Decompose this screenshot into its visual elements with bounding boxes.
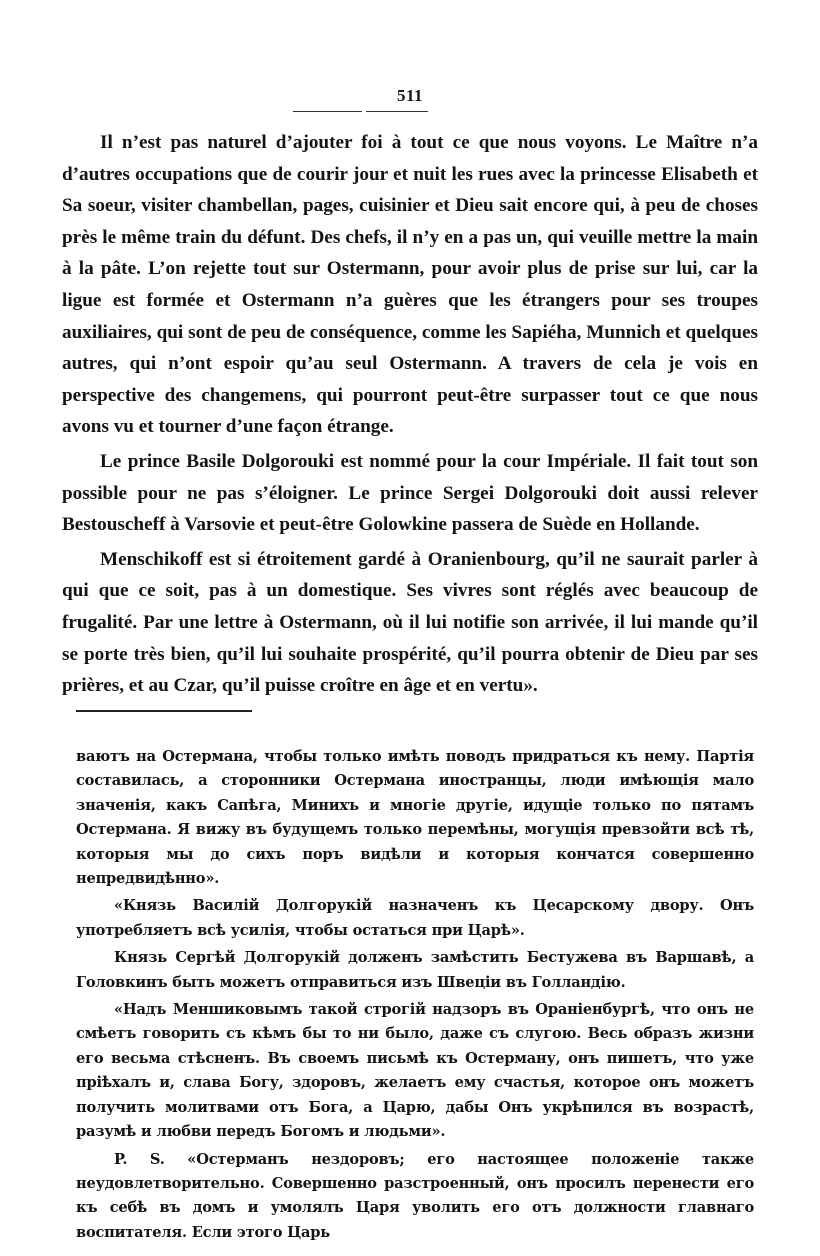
main-paragraph: Le prince Basile Dolgorouki est nommé pour la cour Impériale. Il fait tout son possible pour ne pas s’éloigner. Le prince Sergei Dolgorouki doit aussi relever Bestouscheff à Varsovie et peut-être Golowkine passera de Suède en Hollande. xyxy=(62,450,758,536)
footnote-paragraph: «Князь Василій Долгорукій назначенъ къ Цесарскому двору. Онъ употребляетъ всѣ усилія, чтобы остаться при Царѣ». xyxy=(76,897,754,939)
page-header xyxy=(0,86,820,106)
footnote-paragraph: ваютъ на Остермана, чтобы только имѣть поводъ придраться къ нему. Партія составилась, а сторонники Остермана иностранцы, люди имѣющія мало значенія, какъ Сапѣга, Минихъ и многіе другіе, идущіе только по пятамъ Остермана. Я вижу въ будущемъ только перемѣны, могущія превзойти всѣ тѣ, которыя мы до сихъ поръ видѣли и которыя кончатся совершенно непредвидѣнно». xyxy=(76,748,754,888)
footnote-text xyxy=(76,745,754,1245)
page-number-rule-gap xyxy=(362,110,366,112)
page-number: 511 xyxy=(396,86,424,105)
footnote-paragraph: Князь Сергѣй Долгорукій долженъ замѣстить Бестужева въ Варшавѣ, а Головкинъ быть можетъ отправиться изъ Швеціи въ Голландію. xyxy=(76,949,754,991)
main-paragraph: Menschikoff est si étroitement gardé à Oranienbourg, qu’il ne saurait parler à qui que ce soit, pas à un domestique. Ses vivres sont réglés avec beaucoup de frugalité. Par une lettre à Ostermann, où il lui notifie son arrivée, il lui mande qu’il se porte très bien, qu’il lui souhaite prospérité, qu’il pourra obtenir de Dieu par ses prières, et au Czar, qu’il puisse croître en âge et en vertu». xyxy=(62,548,758,697)
main-text xyxy=(62,127,758,702)
main-paragraph: Il n’est pas naturel d’ajouter foi à tout ce que nous voyons. Le Maître n’a d’autres occupations que de courir jour et nuit les rues avec la princesse Elisabeth et Sa soeur, visiter chambellan, pages, cuisinier et Dieu sait encore qui, à peu de choses près le même train du défunt. Des chefs, il n’y en a pas un, qui veuille mettre la main à la pâte. L’on rejette tout sur Ostermann, pour avoir plus de prise sur lui, car la ligue est formée et Ostermann n’a guères que les étrangers pour ses troupes auxiliaires, qui sont de peu de conséquence, comme les Sapiéha, Munnich et quelques autres, qui n’ont espoir qu’au seul Ostermann. A travers de cela je vois en perspective des changemens, qui pourront peut-être surpasser tout ce que nous avons vu et tourner d’une façon étrange. xyxy=(62,132,758,438)
footnote-paragraph: P. S. «Остерманъ нездоровъ; его настоящее положеніе также неудовлетворительно. Совершенно разстроенный, онъ просилъ перенести его къ себѣ въ домъ и умолялъ Царя уволить его отъ должности главнаго воспитателя. Если этого Царь xyxy=(76,1150,754,1241)
footnote-paragraph: «Надъ Меншиковымъ такой строгій надзоръ въ Ораніенбургѣ, что онъ не смѣетъ говорить съ кѣмъ бы то ни было, даже съ слугою. Весь образъ жизни его весьма стѣсненъ. Въ своемъ письмѣ къ Остерману, онъ пишетъ, что уже пріѣхалъ и, слава Богу, здоровъ, желаетъ ему счастья, которое онъ можетъ получить молитвами отъ Бога, а Царю, дабы Онъ укрѣпился въ возрастѣ, разумѣ и любви передъ Богомъ и людьми». xyxy=(76,1001,754,1141)
footnote-separator xyxy=(76,710,252,712)
page-number-rule xyxy=(293,111,428,112)
